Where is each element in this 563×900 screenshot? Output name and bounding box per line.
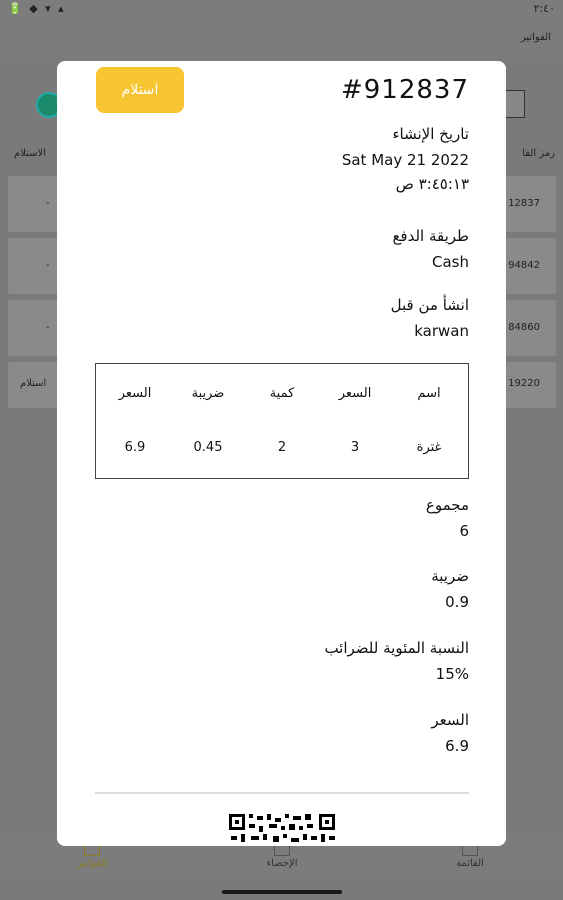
status-bar [0, 0, 563, 18]
table-header: ضريبة [191, 386, 225, 401]
total-label: مجموع [425, 496, 469, 514]
row-status: - [46, 198, 50, 209]
row-status: - [46, 322, 50, 333]
table-cell: 0.45 [193, 440, 223, 455]
table-header: كمية [269, 386, 295, 401]
column-header-status: الاستلام [14, 148, 47, 159]
table-cell: 2 [277, 440, 287, 455]
gesture-bar [0, 880, 563, 900]
created-time: ٣:٤٥:١٣ ص [395, 175, 469, 193]
created-section [342, 125, 469, 193]
tax-percent-label: النسبة المئوية للضرائب [324, 639, 469, 657]
row-id: 19220 [508, 378, 540, 389]
created-date: Sat May 21 2022 [341, 151, 469, 169]
total-section [426, 496, 469, 540]
table-cell: غترة [416, 440, 442, 455]
app-title: الفواتير [520, 32, 551, 43]
row-status: استلام [20, 378, 47, 389]
created-by-label: انشأ من قبل [390, 296, 469, 314]
payment-value: Cash [432, 253, 469, 271]
created-by-value: karwan [414, 322, 469, 340]
nav-label: القائمة [456, 858, 484, 869]
row-status: - [46, 260, 50, 271]
home-indicator[interactable] [222, 890, 342, 894]
table-header: السعر [338, 386, 372, 401]
divider [95, 792, 469, 794]
status-icons: 🔋 ◆ ▾ ▴ [8, 2, 66, 15]
app-bar [0, 18, 563, 58]
tax-percent-section [324, 639, 469, 683]
search-input[interactable] [505, 90, 525, 118]
clock: ٢:٤٠ [533, 2, 555, 15]
nav-label: الفواتير [76, 858, 108, 869]
row-id: 84860 [508, 322, 540, 333]
price-value: 6.9 [445, 737, 469, 755]
tax-percent-value: 15% [435, 665, 469, 683]
table-cell: 6.9 [124, 440, 146, 455]
table-header: اسم [417, 386, 441, 401]
tax-value: 0.9 [445, 593, 469, 611]
price-section [431, 711, 469, 755]
receive-button[interactable]: استلام [96, 67, 184, 113]
nav-label: الإحصاء [266, 858, 298, 869]
payment-section [392, 227, 469, 271]
price-label: السعر [431, 711, 469, 729]
row-id: 12837 [508, 198, 540, 209]
created-label: تاريخ الإنشاء [392, 125, 469, 143]
invoice-details-dialog [57, 61, 506, 846]
table-cell: 3 [350, 440, 360, 455]
tax-section [431, 567, 469, 611]
invoice-number: #912837 [340, 75, 469, 105]
table-header: السعر [118, 386, 152, 401]
payment-label: طريقة الدفع [392, 227, 469, 245]
column-header-invoice: رمز الفا [522, 148, 555, 159]
created-by-section [391, 296, 469, 340]
qr-code-icon [229, 812, 335, 846]
total-value: 6 [459, 522, 469, 540]
row-id: 94842 [508, 260, 540, 271]
items-table [95, 363, 469, 479]
tax-label: ضريبة [431, 567, 469, 585]
